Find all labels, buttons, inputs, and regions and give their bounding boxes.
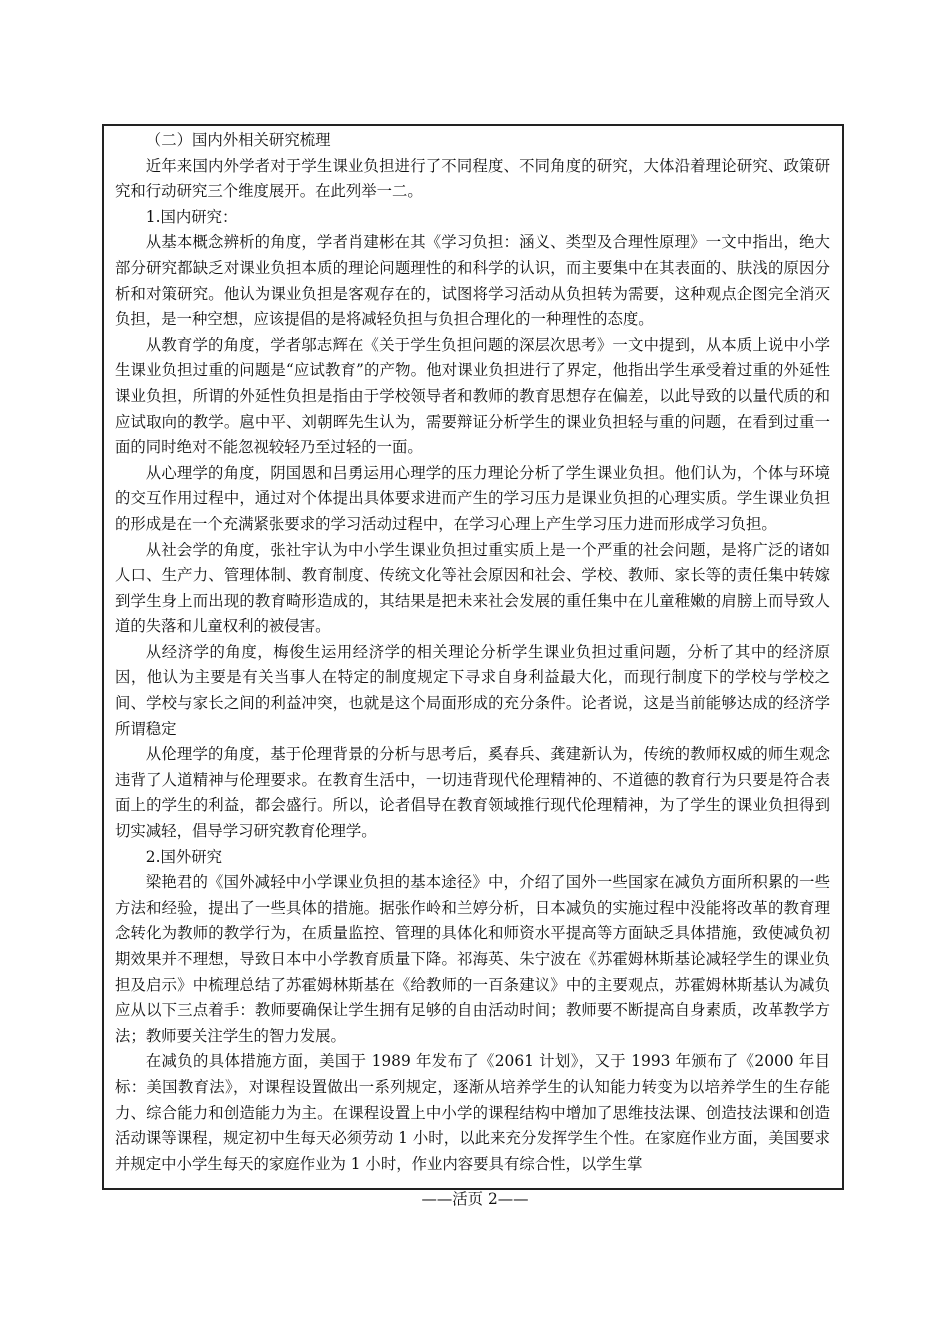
paragraph-foreign-overview: 梁艳君的《国外减轻中小学课业负担的基本途径》中，介绍了国外一些国家在减负方面所积累的一些方法和经验，提出了一些具体的措施。据张作岭和兰婷分析，日本减负的实施过程中没能将改革的教育理念转化为教师的教学行为，在质量监控、管理的具体化和师资水平提高等方面缺乏具体措施，致使减负初期效果并不理想，导致日本中小学教育质量下降。祁海英、朱宁波在《苏霍姆林斯基论减轻学生的课业负担及启示》中梳理总结了苏霍姆林斯基在《给教师的一百条建议》中的主要观点，苏霍姆林斯基认为减负应从以下三点着手：教师要确保让学生拥有足够的自由活动时间；教师要不断提高自身素质，改革教学方法；教师要关注学生的智力发展。 xyxy=(115,873,830,1045)
paragraph-psychology: 从心理学的角度，阴国恩和吕勇运用心理学的压力理论分析了学生课业负担。他们认为，个体与环境的交互作用过程中，通过对个体提出具体要求进而产生的学习压力是课业负担的心理实质。学生课业负担的形成是在一个充满紧张要求的学习活动过程中，在学习心理上产生学习压力进而形成学习负担。 xyxy=(115,463,830,533)
page-frame xyxy=(102,124,844,1190)
intro-paragraph: 近年来国内外学者对于学生课业负担进行了不同程度、不同角度的研究，大体沿着理论研究、政策研究和行动研究三个维度展开。在此列举一二。 xyxy=(115,156,830,201)
paragraph-concept: 从基本概念辨析的角度，学者肖建彬在其《学习负担：涵义、类型及合理性原理》一文中指出，绝大部分研究都缺乏对课业负担本质的理论问题理性的和科学的认识，而主要集中在其表面的、肤浅的原因分析和对策研究。他认为课业负担是客观存在的，试图将学习活动从负担转为需要，这种观点企图完全消灭负担，是一种空想，应该提倡的是将减轻负担与负担合理化的一种理性的态度。 xyxy=(115,233,830,329)
paragraph-usa-measures: 在减负的具体措施方面，美国于 1989 年发布了《2061 计划》，又于 1993 年颁布了《2000 年目标：美国教育法》，对课程设置做出一系列规定，逐渐从培养学生的认知能力转变为以培养学生的生存能力、综合能力和创造能力为主。在课程设置上中小学的课程结构中增加了思维技法课、创造技法课和创造活动课等课程，规定初中生每天必须劳动 1 小时，以此来充分发挥学生个性。在家庭作业方面，美国要求并规定中小学生每天的家庭作业为 1 小时，作业内容要具有综合性，以学生掌 xyxy=(115,1052,830,1173)
page-footer: ——活页 2—— xyxy=(421,1190,529,1208)
paragraph-ethics: 从伦理学的角度，基于伦理背景的分析与思考后，奚春兵、龚建新认为，传统的教师权威的师生观念违背了人道精神与伦理要求。在教育生活中，一切违背现代伦理精神的、不道德的教育行为只要是符合表面上的学生的利益，都会盛行。所以，论者倡导在教育领域推行现代伦理精神，为了学生的课业负担得到切实减轻，倡导学习研究教育伦理学。 xyxy=(115,745,830,841)
domestic-heading: 1.国内研究： xyxy=(145,207,238,226)
paragraph-sociology: 从社会学的角度，张社宇认为中小学生课业负担过重实质上是一个严重的社会问题，是将广泛的诸如人口、生产力、管理体制、教育制度、传统文化等社会原因和社会、学校、教师、家长等的责任集中转嫁到学生身上而出现的教育畸形造成的，其结果是把未来社会发展的重任集中在儿童稚嫩的肩膀上而导致人道的失落和儿童权利的被侵害。 xyxy=(115,540,830,636)
document-body xyxy=(115,128,830,1177)
section-heading: （二）国内外相关研究梳理 xyxy=(145,131,331,149)
foreign-heading: 2.国外研究 xyxy=(145,847,223,866)
paragraph-pedagogy: 从教育学的角度，学者邬志辉在《关于学生负担问题的深层次思考》一文中提到，从本质上说中小学生课业负担过重的问题是“应试教育”的产物。他对课业负担进行了界定，他指出学生承受着过重的外延性课业负担，所谓的外延性负担是指由于学校领导者和教师的教育思想存在偏差，以此导致的以量代质的和应试取向的教学。扈中平、刘朝晖先生认为，需要辩证分析学生的课业负担轻与重的问题，在看到过重一面的同时绝对不能忽视较轻乃至过轻的一面。 xyxy=(115,335,830,457)
paragraph-economics: 从经济学的角度，梅俊生运用经济学的相关理论分析学生课业负担过重问题，分析了其中的经济原因，他认为主要是有关当事人在特定的制度规定下寻求自身利益最大化，而现行制度下的学校与学校之间、学校与家长之间的利益冲突，也就是这个局面形成的充分条件。论者说，这是当前能够达成的经济学所谓稳定 xyxy=(115,642,830,738)
